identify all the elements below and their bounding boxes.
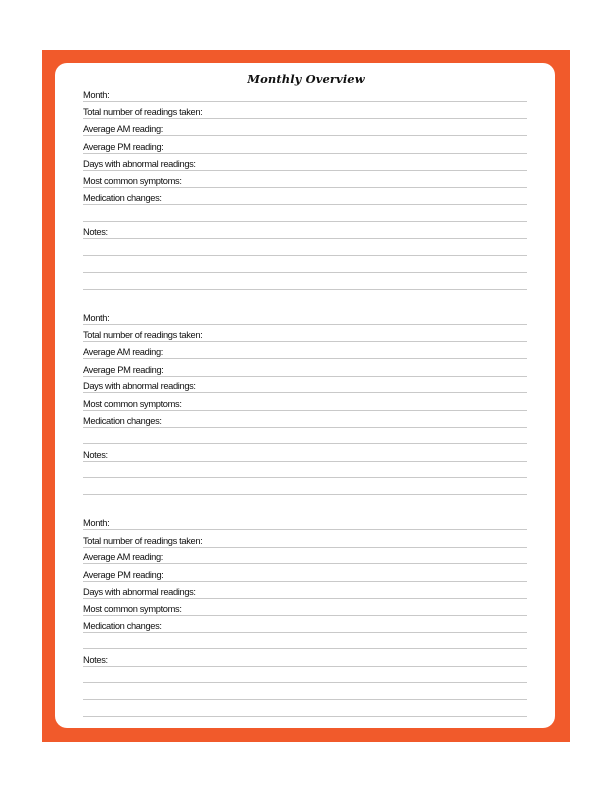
page-title: Monthly Overview bbox=[247, 72, 365, 86]
average-pm-field-1[interactable] bbox=[83, 139, 527, 154]
abnormal-days-field-3[interactable] bbox=[83, 584, 527, 599]
writing-line bbox=[83, 170, 527, 171]
medication-field-3[interactable] bbox=[83, 618, 527, 633]
notes-line[interactable] bbox=[83, 716, 527, 717]
notes-line[interactable] bbox=[83, 289, 527, 290]
symptoms-field-2[interactable] bbox=[83, 396, 527, 411]
notes-label: Notes: bbox=[83, 449, 108, 460]
writing-line bbox=[83, 341, 527, 342]
month-label: Month: bbox=[83, 312, 110, 323]
total-readings-field-1[interactable] bbox=[83, 104, 527, 119]
month-field-2[interactable] bbox=[83, 310, 527, 325]
total-readings-label: Total number of readings taken: bbox=[83, 535, 203, 546]
notes-line[interactable] bbox=[83, 682, 527, 683]
month-field-1[interactable] bbox=[83, 87, 527, 102]
notes-field-1[interactable] bbox=[83, 224, 527, 239]
total-readings-field-3[interactable] bbox=[83, 533, 527, 548]
abnormal-days-field-1[interactable] bbox=[83, 156, 527, 171]
average-pm-field-2[interactable] bbox=[83, 362, 527, 377]
notes-label: Notes: bbox=[83, 654, 108, 665]
medication-label: Medication changes: bbox=[83, 415, 162, 426]
writing-line bbox=[83, 118, 527, 119]
writing-line bbox=[83, 324, 527, 325]
medication-label: Medication changes: bbox=[83, 192, 162, 203]
symptoms-label: Most common symptoms: bbox=[83, 603, 182, 614]
writing-line bbox=[83, 392, 527, 393]
writing-line bbox=[83, 598, 527, 599]
symptoms-label: Most common symptoms: bbox=[83, 175, 182, 186]
writing-line bbox=[83, 427, 527, 428]
notes-label: Notes: bbox=[83, 226, 108, 237]
writing-line bbox=[83, 410, 527, 411]
writing-line bbox=[83, 529, 527, 530]
writing-line bbox=[83, 376, 527, 377]
abnormal-days-label: Days with abnormal readings: bbox=[83, 586, 196, 597]
blank-line[interactable] bbox=[83, 443, 527, 444]
notes-line[interactable] bbox=[83, 255, 527, 256]
writing-line bbox=[83, 547, 527, 548]
average-am-field-3[interactable] bbox=[83, 549, 527, 564]
blank-line[interactable] bbox=[83, 221, 527, 222]
total-readings-field-2[interactable] bbox=[83, 327, 527, 342]
writing-line bbox=[83, 563, 527, 564]
notes-line[interactable] bbox=[83, 699, 527, 700]
writing-line bbox=[83, 135, 527, 136]
notes-field-2[interactable] bbox=[83, 447, 527, 462]
writing-line bbox=[83, 666, 527, 667]
average-am-label: Average AM reading: bbox=[83, 346, 164, 357]
symptoms-field-3[interactable] bbox=[83, 601, 527, 616]
month-field-3[interactable] bbox=[83, 515, 527, 530]
average-am-field-2[interactable] bbox=[83, 344, 527, 359]
writing-line bbox=[83, 101, 527, 102]
writing-line bbox=[83, 615, 527, 616]
medication-label: Medication changes: bbox=[83, 620, 162, 631]
average-am-field-1[interactable] bbox=[83, 121, 527, 136]
writing-line bbox=[83, 632, 527, 633]
average-pm-label: Average PM reading: bbox=[83, 141, 164, 152]
writing-line bbox=[83, 153, 527, 154]
notes-line[interactable] bbox=[83, 272, 527, 273]
medication-field-1[interactable] bbox=[83, 190, 527, 205]
medication-field-2[interactable] bbox=[83, 413, 527, 428]
month-label: Month: bbox=[83, 517, 110, 528]
average-pm-label: Average PM reading: bbox=[83, 364, 164, 375]
symptoms-label: Most common symptoms: bbox=[83, 398, 182, 409]
average-am-label: Average AM reading: bbox=[83, 551, 164, 562]
abnormal-days-label: Days with abnormal readings: bbox=[83, 380, 196, 391]
blank-line[interactable] bbox=[83, 648, 527, 649]
writing-line bbox=[83, 461, 527, 462]
writing-line bbox=[83, 238, 527, 239]
month-label: Month: bbox=[83, 89, 110, 100]
total-readings-label: Total number of readings taken: bbox=[83, 106, 203, 117]
notes-line[interactable] bbox=[83, 494, 527, 495]
writing-line bbox=[83, 204, 527, 205]
average-am-label: Average AM reading: bbox=[83, 123, 164, 134]
abnormal-days-label: Days with abnormal readings: bbox=[83, 158, 196, 169]
notes-field-3[interactable] bbox=[83, 652, 527, 667]
symptoms-field-1[interactable] bbox=[83, 173, 527, 188]
writing-line bbox=[83, 358, 527, 359]
average-pm-field-3[interactable] bbox=[83, 567, 527, 582]
notes-line[interactable] bbox=[83, 477, 527, 478]
abnormal-days-field-2[interactable] bbox=[83, 378, 527, 393]
writing-line bbox=[83, 581, 527, 582]
total-readings-label: Total number of readings taken: bbox=[83, 329, 203, 340]
writing-line bbox=[83, 187, 527, 188]
average-pm-label: Average PM reading: bbox=[83, 569, 164, 580]
